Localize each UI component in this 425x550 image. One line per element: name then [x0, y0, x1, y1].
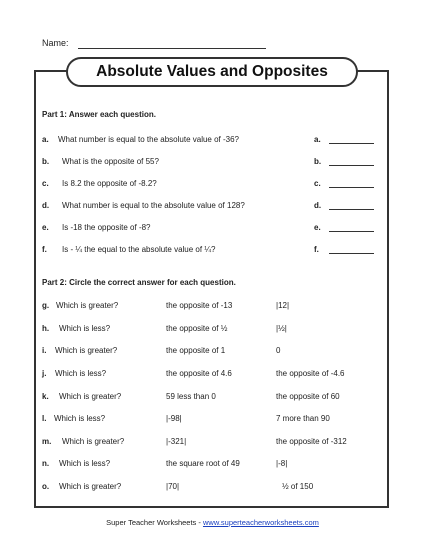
answer-letter: a. — [314, 135, 321, 144]
question-text: What number is equal to the absolute value of -36? — [58, 135, 239, 144]
row-letter: i. — [42, 346, 47, 355]
question-b — [42, 157, 382, 169]
answer-letter: b. — [314, 157, 322, 166]
row-prompt: Which is greater? — [59, 392, 122, 401]
worksheet-title: Absolute Values and Opposites — [66, 57, 358, 87]
compare-row-j — [42, 369, 387, 381]
question-letter: f. — [42, 245, 47, 254]
row-letter: m. — [42, 437, 52, 446]
question-f — [42, 245, 382, 257]
name-line[interactable] — [78, 48, 266, 49]
answer-letter: e. — [314, 223, 321, 232]
question-e — [42, 223, 382, 235]
answer-blank[interactable] — [329, 253, 374, 254]
option-a[interactable]: |-98| — [166, 414, 182, 423]
row-prompt: Which is greater? — [59, 482, 122, 491]
compare-row-m — [42, 437, 387, 449]
question-letter: c. — [42, 179, 49, 188]
row-letter: j. — [42, 369, 47, 378]
option-a[interactable]: the opposite of -13 — [166, 301, 233, 310]
option-b[interactable]: ½ of 150 — [282, 482, 314, 491]
option-b[interactable]: |12| — [276, 301, 290, 310]
answer-letter: f. — [314, 245, 319, 254]
option-a[interactable]: 59 less than 0 — [166, 392, 216, 401]
option-b[interactable]: the opposite of -4.6 — [276, 369, 345, 378]
question-letter: b. — [42, 157, 50, 166]
answer-blank[interactable] — [329, 209, 374, 210]
footer-separator: - — [198, 518, 201, 527]
row-letter: h. — [42, 324, 50, 333]
option-a[interactable]: the opposite of 1 — [166, 346, 226, 355]
answer-blank[interactable] — [329, 187, 374, 188]
option-b[interactable]: the opposite of -312 — [276, 437, 347, 446]
question-text: What number is equal to the absolute value of 128? — [62, 201, 245, 210]
compare-row-g — [42, 301, 387, 313]
option-b[interactable]: 7 more than 90 — [276, 414, 330, 423]
row-prompt: Which is greater? — [62, 437, 125, 446]
answer-letter: d. — [314, 201, 322, 210]
answer-blank[interactable] — [329, 165, 374, 166]
row-prompt: Which is greater? — [56, 301, 119, 310]
question-text: Is -18 the opposite of -8? — [62, 223, 151, 232]
name-label: Name: — [42, 38, 69, 48]
row-prompt: Which is less? — [59, 324, 111, 333]
question-text: Is - ¼ the equal to the absolute value of ¼? — [62, 245, 216, 254]
question-c — [42, 179, 382, 191]
part1-heading: Part 1: Answer each question. — [42, 110, 156, 119]
option-b[interactable]: 0 — [276, 346, 281, 355]
row-letter: g. — [42, 301, 50, 310]
compare-row-l — [42, 414, 387, 426]
option-b[interactable]: |-8| — [276, 459, 288, 468]
question-letter: d. — [42, 201, 50, 210]
compare-row-h — [42, 324, 387, 336]
row-letter: o. — [42, 482, 50, 491]
part2-heading: Part 2: Circle the correct answer for each question. — [42, 278, 236, 287]
answer-blank[interactable] — [329, 231, 374, 232]
question-text: Is 8.2 the opposite of -8.2? — [62, 179, 157, 188]
question-a — [42, 135, 382, 147]
compare-row-k — [42, 392, 387, 404]
row-letter: k. — [42, 392, 49, 401]
option-a[interactable]: |70| — [166, 482, 180, 491]
row-letter: n. — [42, 459, 50, 468]
question-letter: e. — [42, 223, 49, 232]
answer-letter: c. — [314, 179, 321, 188]
footer-link[interactable]: www.superteacherworksheets.com — [202, 518, 319, 527]
row-prompt: Which is less? — [55, 369, 107, 378]
footer — [0, 518, 425, 527]
row-prompt: Which is greater? — [55, 346, 118, 355]
compare-row-i — [42, 346, 387, 358]
option-a[interactable]: the opposite of 4.6 — [166, 369, 232, 378]
question-d — [42, 201, 382, 213]
row-prompt: Which is less? — [54, 414, 106, 423]
row-letter: l. — [42, 414, 47, 423]
footer-brand: Super Teacher Worksheets — [106, 518, 197, 527]
answer-blank[interactable] — [329, 143, 374, 144]
option-a[interactable]: |-321| — [166, 437, 187, 446]
row-prompt: Which is less? — [59, 459, 111, 468]
question-letter: a. — [42, 135, 49, 144]
question-text: What is the opposite of 55? — [62, 157, 159, 166]
compare-row-n — [42, 459, 387, 471]
option-a[interactable]: the square root of 49 — [166, 459, 240, 468]
option-a[interactable]: the opposite of ½ — [166, 324, 228, 333]
option-b[interactable]: |½| — [276, 324, 287, 333]
option-b[interactable]: the opposite of 60 — [276, 392, 340, 401]
compare-row-o — [42, 482, 387, 494]
